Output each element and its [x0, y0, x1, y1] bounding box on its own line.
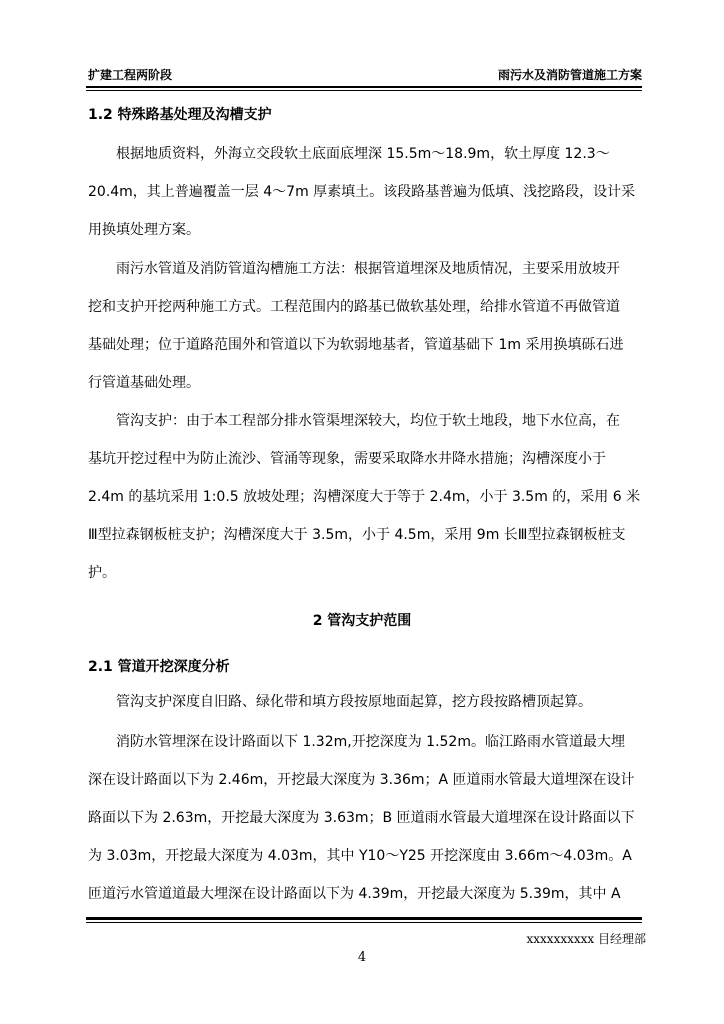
section-2-heading: 2 管沟支护范围: [312, 613, 412, 629]
footer-department: xxxxxxxxxx 目经理部: [526, 932, 646, 946]
paragraph-line: 基坑开挖过程中为防止流沙、管涌等现象，需要采取降水井降水措施；沟槽深度小于: [88, 451, 606, 467]
paragraph-line: 用换填处理方案。: [88, 222, 200, 238]
header-rule-thick: [86, 86, 642, 88]
footer-rule-thin: [86, 922, 642, 923]
paragraph-line: 匝道污水管道道最大埋深在设计路面以下为 4.39m，开挖最大深度为 5.39m，其中 A: [88, 886, 621, 902]
paragraph-line: 挖和支护开挖两种施工方式。工程范围内的路基已做软基处理，给排水管道不再做管道: [88, 299, 620, 315]
paragraph-line: 深在设计路面以下为 2.46m，开挖最大深度为 3.36m；A 匝道雨水管最大道埋深在设计: [88, 772, 635, 788]
paragraph-line: 20.4m，其上普遍覆盖一层 4～7m 厚素填土。该段路基普遍为低填、浅挖路段，设计采: [88, 184, 636, 200]
paragraph-line: 管沟支护：由于本工程部分排水管渠埋深较大，均位于软土地段，地下水位高，在: [116, 413, 620, 429]
paragraph-line: 为 3.03m，开挖最大深度为 4.03m，其中 Y10～Y25 开挖深度由 3.66m～4.03m。A: [88, 848, 632, 864]
paragraph-line: 根据地质资料，外海立交段软土底面底埋深 15.5m～18.9m，软土厚度 12.3～: [116, 146, 610, 162]
paragraph-line: 护。: [88, 565, 116, 581]
paragraph-line: 消防水管埋深在设计路面以下 1.32m,开挖深度为 1.52m。临江路雨水管道最大埋: [116, 734, 625, 750]
paragraph-line: 路面以下为 2.63m，开挖最大深度为 3.63m；B 匝道雨水管最大道埋深在设计路面以下: [88, 810, 635, 826]
paragraph-line: 管沟支护深度自旧路、绿化带和填方段按原地面起算，挖方段按路槽顶起算。: [116, 694, 592, 710]
header-right-title: 雨污水及消防管道施工方案: [497, 68, 642, 82]
page-number: 4: [357, 950, 367, 965]
footer-rule-thick: [86, 917, 642, 920]
section-1-2-heading: 1.2 特殊路基处理及沟槽支护: [88, 107, 272, 123]
paragraph-line: Ⅲ型拉森钢板桩支护；沟槽深度大于 3.5m，小于 4.5m，采用 9m 长Ⅲ型拉森钢板桩支: [88, 527, 626, 543]
header-left-title: 扩建工程两阶段: [88, 68, 173, 82]
paragraph-line: 基础处理；位于道路范围外和管道以下为软弱地基者，管道基础下 1m 采用换填砾石进: [88, 337, 624, 353]
paragraph-line: 行管道基础处理。: [88, 375, 200, 391]
paragraph-line: 2.4m 的基坑采用 1:0.5 放坡处理；沟槽深度大于等于 2.4m，小于 3.5m 的，采用 6 米: [88, 489, 641, 505]
section-2-1-heading: 2.1 管道开挖深度分析: [88, 659, 230, 675]
paragraph-line: 雨污水管道及消防管道沟槽施工方法：根据管道埋深及地质情况，主要采用放坡开: [116, 261, 620, 277]
header-rule-thin: [86, 90, 642, 91]
